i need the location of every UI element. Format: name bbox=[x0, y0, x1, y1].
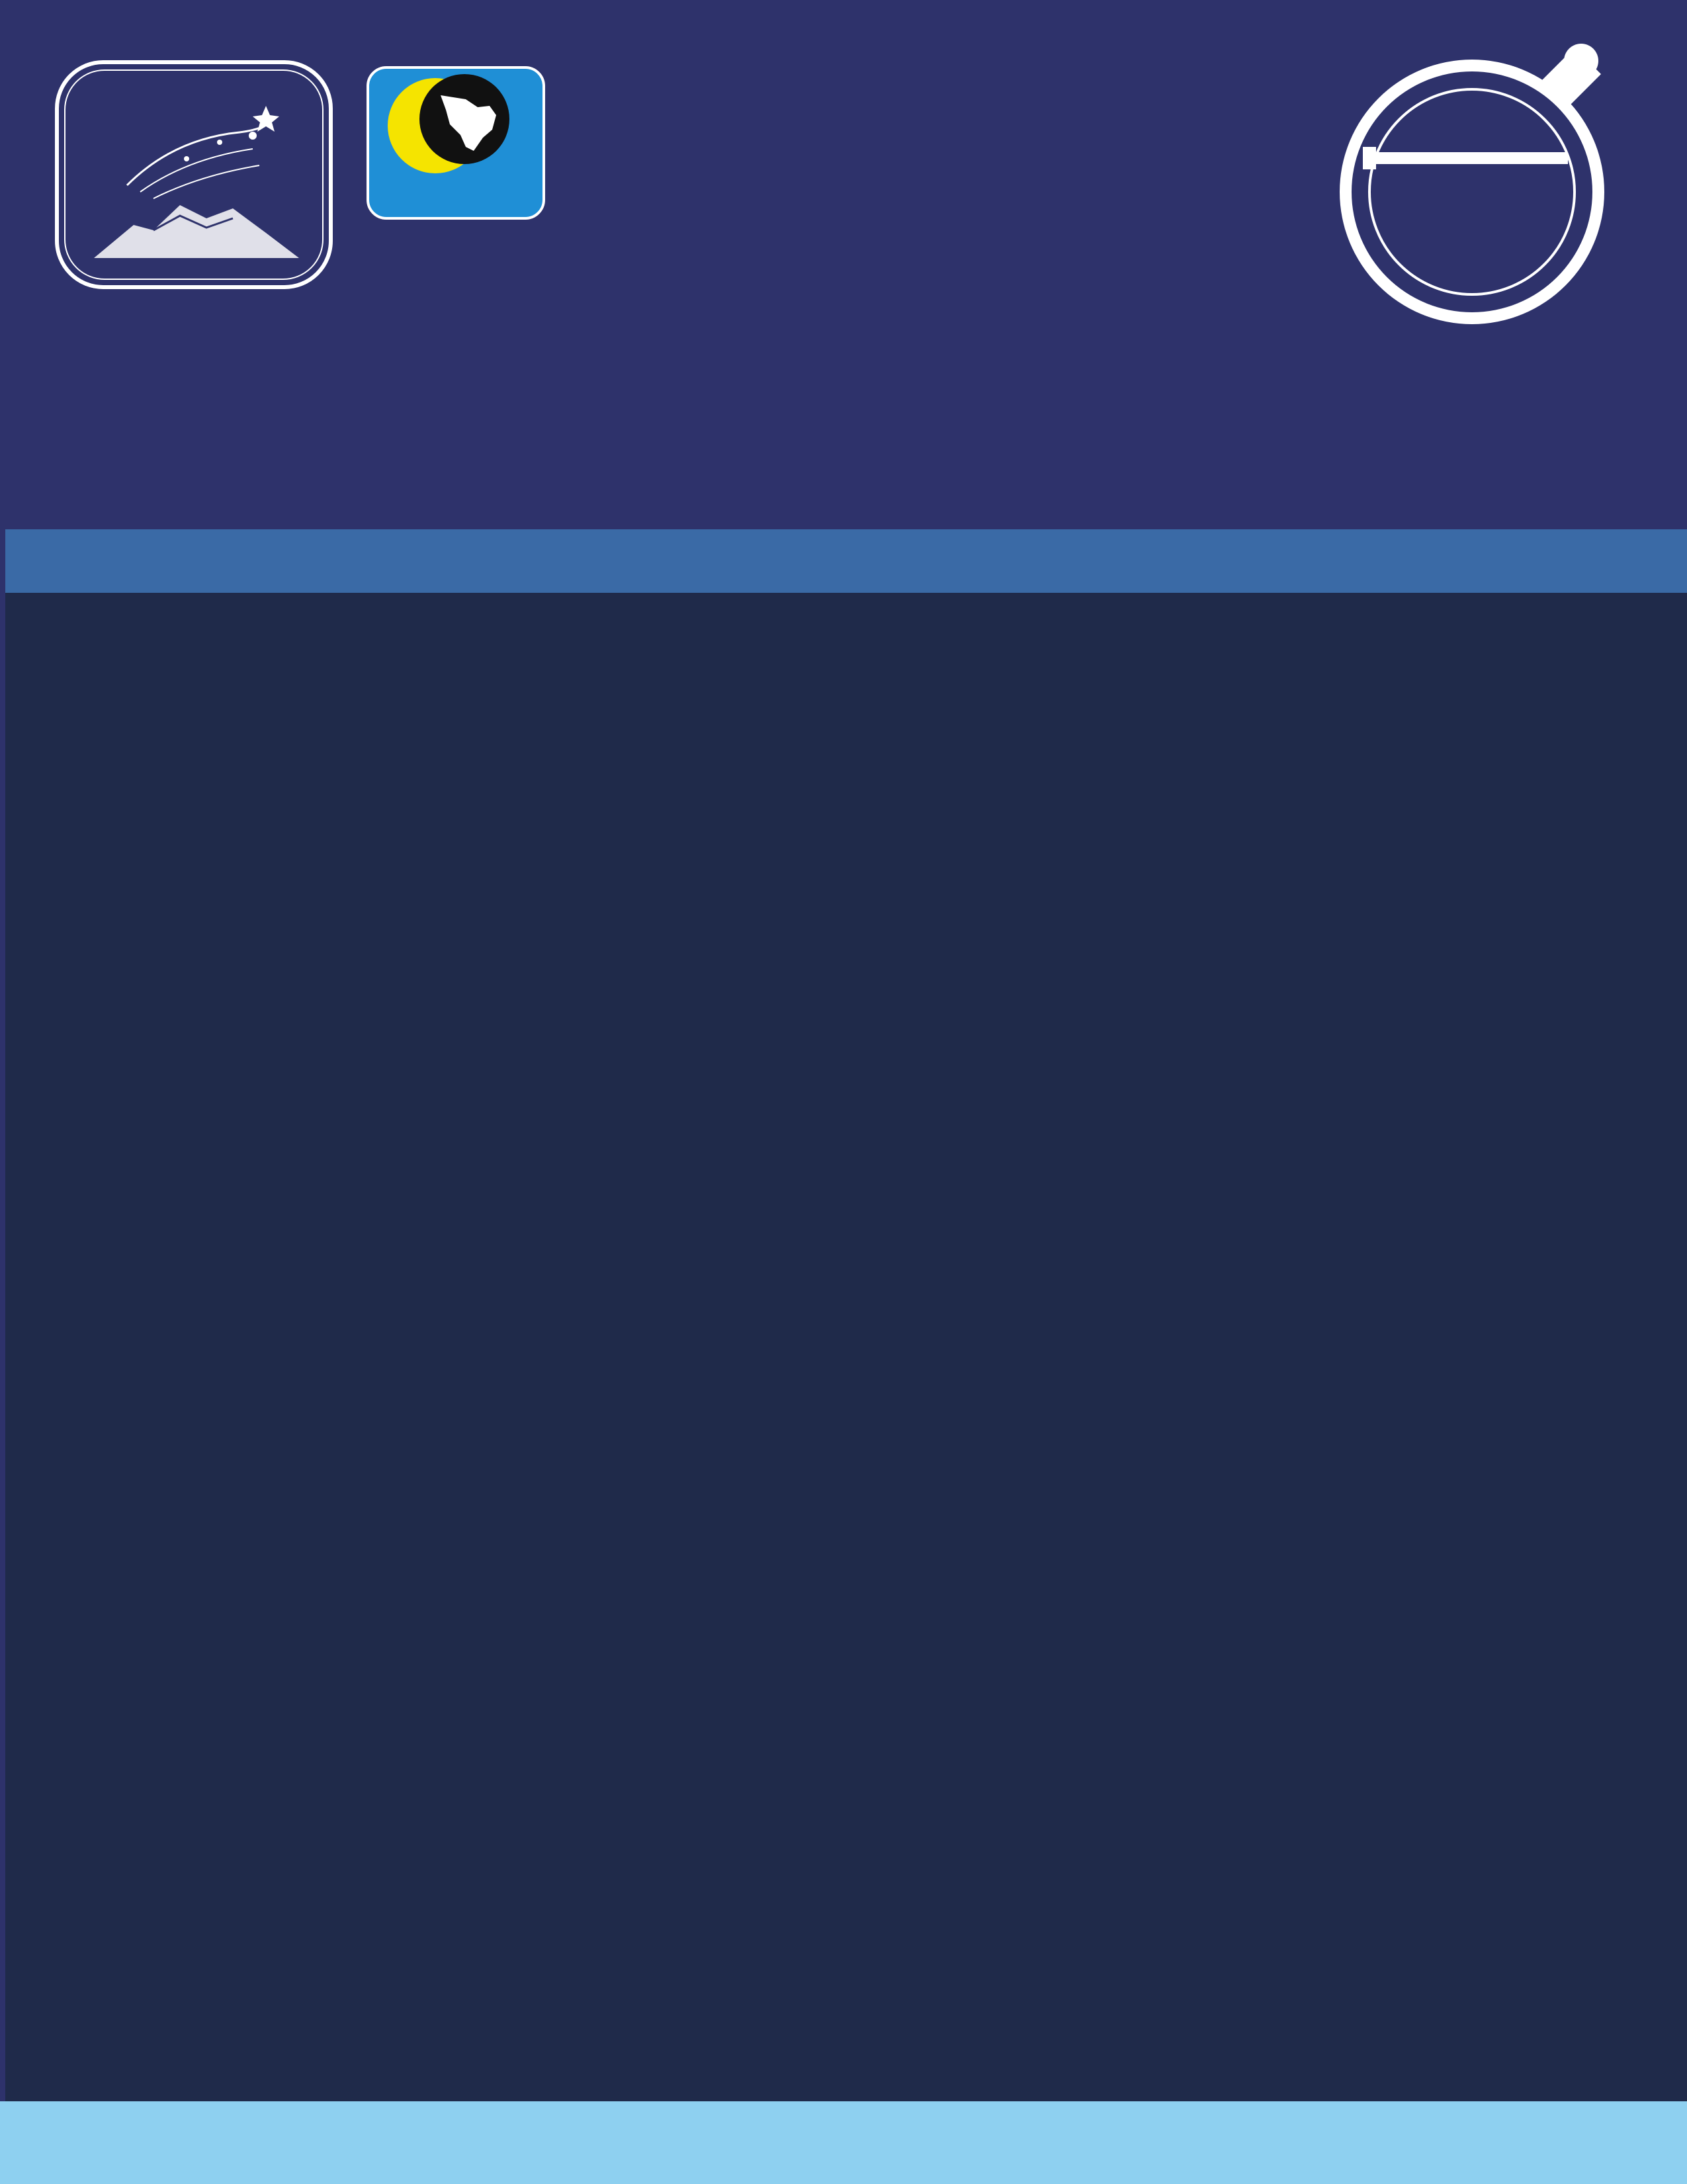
aavt-logo bbox=[54, 60, 333, 290]
footer bbox=[0, 2101, 1687, 2184]
telescope-icon bbox=[1369, 152, 1568, 164]
fedam-logo bbox=[367, 66, 545, 220]
viajero-estelar-logo bbox=[1323, 41, 1627, 339]
header bbox=[0, 0, 1687, 529]
events-table bbox=[5, 529, 1687, 2101]
table-title bbox=[5, 529, 1687, 593]
